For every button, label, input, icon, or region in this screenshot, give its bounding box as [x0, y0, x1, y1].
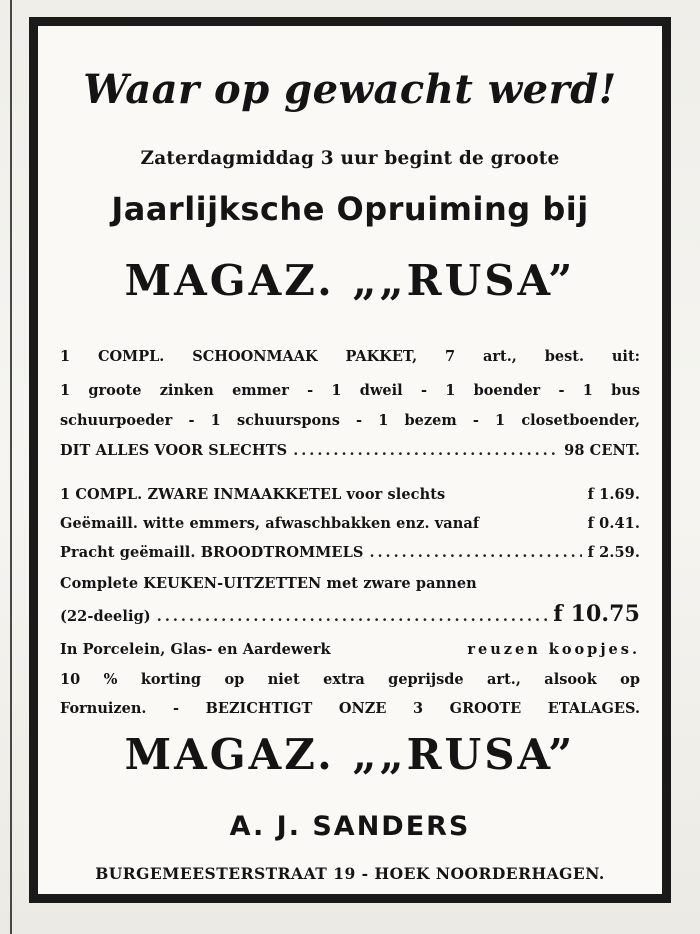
package-line-1: 1 COMPL. SCHOONMAAK PAKKET, 7 art., best. uit: — [60, 348, 640, 365]
offer-row — [60, 515, 640, 532]
owner-name: A. J. SANDERS — [229, 811, 471, 842]
kitchen-quantity: (22-deelig) — [60, 608, 151, 625]
offer-text: Geëmaill. witte emmers, afwaschbakken enz. vanaf — [60, 515, 480, 532]
offer-price: f 0.41. — [587, 515, 640, 532]
store-address: BURGEMEESTERSTRAAT 19 - HOEK NOORDERHAGEN. — [95, 864, 605, 883]
sale-title: Jaarlijksche Opruiming bij — [111, 190, 589, 228]
discount-line-1: 10 % korting op niet extra geprijsde art., alsook op — [60, 671, 640, 688]
porcelain-line — [60, 641, 640, 658]
kitchen-price-line — [60, 601, 640, 627]
leader-dots — [157, 608, 548, 625]
package-line-2: 1 groote zinken emmer - 1 dweil - 1 boender - 1 bus — [60, 382, 640, 399]
store-name-bottom: MAGAZ. „„RUSA” — [124, 730, 576, 779]
offer-price: f 2.59. — [587, 544, 640, 561]
offer-price: f 1.69. — [587, 486, 640, 503]
column-rule — [10, 0, 12, 934]
offer-row — [60, 544, 640, 561]
advertisement-frame — [29, 17, 671, 903]
porcelain-text: In Porcelein, Glas- en Aardewerk — [60, 641, 331, 658]
package-line-3: schuurpoeder - 1 schuurspons - 1 bezem - 1 closetboender, — [60, 412, 640, 429]
package-price: 98 CENT. — [564, 442, 640, 459]
kitchen-text: Complete KEUKEN-UITZETTEN met zware pannen — [60, 575, 477, 592]
offer-text: Pracht geëmaill. BROODTROMMELS — [60, 544, 364, 561]
leader-dots — [293, 442, 558, 459]
discount-line-2: Fornuizen. - BEZICHTIGT ONZE 3 GROOTE ETALAGES. — [60, 700, 640, 717]
leader-dots — [369, 544, 581, 561]
subheadline: Zaterdagmiddag 3 uur begint de groote — [140, 148, 560, 169]
offer-text: 1 COMPL. ZWARE INMAAKKETEL voor slechts — [60, 486, 446, 503]
advertisement-body — [38, 26, 662, 894]
porcelain-emphasis: reuzen koopjes. — [467, 641, 640, 658]
offer-row — [60, 486, 640, 503]
package-price-line — [60, 442, 640, 459]
store-name-top: MAGAZ. „„RUSA” — [124, 256, 576, 305]
package-price-label: DIT ALLES VOOR SLECHTS — [60, 442, 288, 459]
headline: Waar op gewacht werd! — [83, 66, 617, 113]
kitchen-price: f 10.75 — [553, 601, 640, 627]
kitchen-line-1 — [60, 575, 640, 592]
